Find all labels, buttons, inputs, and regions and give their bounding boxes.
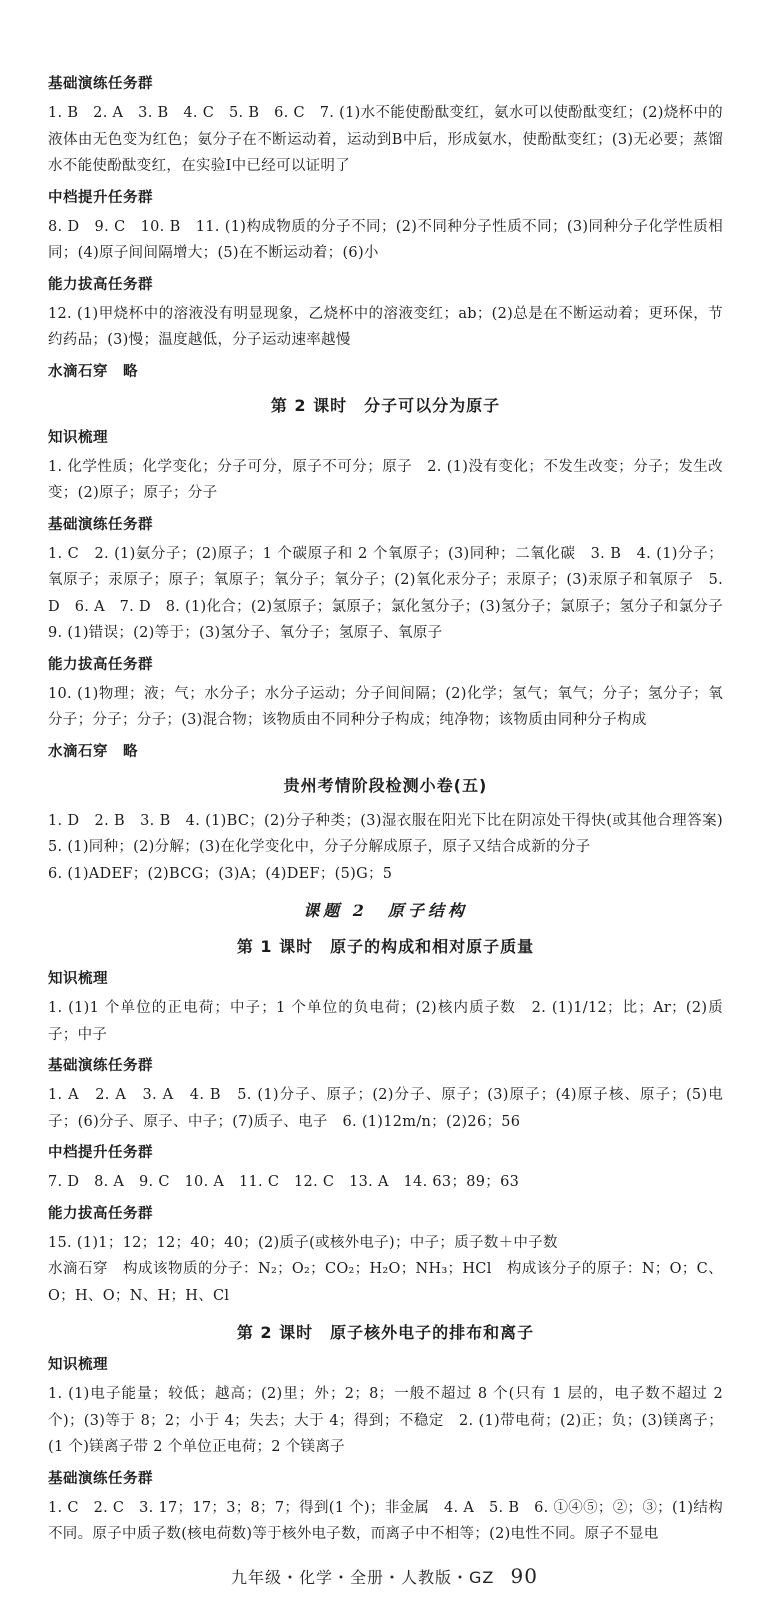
answer-paragraph: 1. C 2. (1)氨分子；(2)原子；1 个碳原子和 2 个氧原子；(3)同种；二氧化碳 3. B 4. (1)分子；氧原子；汞原子；原子；氧原子；氧分子；氧分子；(2)氧化汞分子；汞原子；(3)汞原子和氧原子 5. D 6. A 7. D 8. (1)化合；(2)氢原子；氯原子；氯化氢分子；(3)氢分子；氯原子；氢分子和氯分子 9. (1)错误；(2)等于；(3)氢分子、氧分子；氢原子、氧原子	[48, 545, 738, 641]
answer-paragraph: 7. D 8. A 9. C 10. A 11. C 12. C 13. A 14. 63；89；63	[48, 1174, 520, 1190]
section-heading: 中档提升任务群	[48, 189, 153, 206]
section-heading: 水滴石穿 略	[48, 363, 138, 380]
answer-content	[48, 66, 738, 1548]
answer-paragraph: 10. (1)物理；液；气；水分子；水分子运动；分子间间隔；(2)化学；氢气；氧气；分子；氢分子；氧分子；分子；分子；(3)混合物；该物质由不同种分子构成；纯净物；该物质由同种分子构成	[48, 685, 723, 728]
answer-paragraph: 1. 化学性质；化学变化；分子可分，原子不可分；原子 2. (1)没有变化；不发生改变；分子；发生改变；(2)原子；原子；分子	[48, 458, 723, 501]
topic-title: 课题 2 原子结构	[303, 901, 468, 920]
answer-paragraph: 1. (1)1 个单位的正电荷；中子；1 个单位的负电荷；(2)核内质子数 2. (1)1/12；比；Ar；(2)质子；中子	[48, 1000, 723, 1043]
section-heading: 中档提升任务群	[48, 1145, 153, 1161]
answer-paragraph: 15. (1)1；12；12；40；40；(2)质子(或核外电子)；中子；质子数＋中子数	[48, 1234, 558, 1251]
answer-paragraph: 1. A 2. A 3. A 4. B 5. (1)分子、原子；(2)分子、原子；(3)原子；(4)原子核、原子；(5)电子；(6)分子、原子、中子；(7)质子、电子 6. (1)12m/n；(2)26；56	[48, 1087, 723, 1130]
section-heading: 能力拔高任务群	[48, 1205, 153, 1222]
section-heading: 基础演练任务群	[48, 1470, 153, 1487]
page-number: 90	[510, 1564, 538, 1588]
page-footer	[0, 1564, 769, 1588]
section-heading: 知识梳理	[48, 429, 108, 446]
lesson-title: 第 2 课时 原子核外电子的排布和离子	[236, 1323, 535, 1342]
section-heading: 知识梳理	[48, 971, 108, 987]
answer-paragraph: 1. C 2. C 3. 17；17；3；8；7；得到(1 个)；非金属 4. A 5. B 6. ①④⑤；②；③；(1)结构不同。原子中质子数(核电荷数)等于核外电子数，而离子中不相等；(2)电性不同。原子不显电	[48, 1499, 723, 1542]
answer-paragraph: 1. D 2. B 3. B 4. (1)BC；(2)分子种类；(3)湿衣服在阳光下比在阴凉处干得快(或其他合理答案) 5. (1)同种；(2)分解；(3)在化学变化中，分子分解成原子，原子又结合成新的分子	[48, 812, 738, 855]
section-heading: 基础演练任务群	[48, 76, 153, 92]
answer-paragraph: 1. B 2. A 3. B 4. C 5. B 6. C 7. (1)水不能使酚酞变红，氨水可以使酚酞变红；(2)烧杯中的液体由无色变为红色；氨分子在不断运动着，运动到B中后，形成氨水，使酚酞变红；(3)无必要；蒸馏水不能使酚酞变红，在实验Ⅰ中已经可以证明了	[48, 105, 723, 174]
section-heading: 知识梳理	[48, 1357, 108, 1373]
answer-paragraph: 8. D 9. C 10. B 11. (1)构成物质的分子不同；(2)不同种分子性质不同；(3)同种分子化学性质相同；(4)原子间间隔增大；(5)在不断运动着；(6)小	[48, 218, 723, 261]
answer-paragraph: 水滴石穿 构成该物质的分子：N₂；O₂；CO₂；H₂O；NH₃；HCl 构成该分子的原子：N；O；C、O；H、O；N、H；H、Cl	[48, 1261, 723, 1304]
lesson-title: 第 2 课时 分子可以分为原子	[270, 395, 501, 415]
section-heading: 能力拔高任务群	[48, 656, 153, 673]
answer-paragraph: 6. (1)ADEF；(2)BCG；(3)A；(4)DEF；(5)G；5	[48, 865, 393, 882]
section-heading: 能力拔高任务群	[48, 276, 153, 293]
footer-book-info: 九年级・化学・全册・人教版・GZ	[231, 1568, 495, 1587]
answer-paragraph: 1. (1)电子能量；较低；越高；(2)里；外；2；8；一般不超过 8 个(只有 1 层的，电子数不超过 2 个)；(3)等于 8；2；小于 4；失去；大于 4；得到；不稳定 2. (1)带电荷；(2)正；负；(3)镁离子；(1 个)镁离子带 2 个单位正电荷；2 个镁离子	[48, 1386, 723, 1455]
section-heading: 基础演练任务群	[48, 516, 153, 533]
section-heading: 基础演练任务群	[48, 1058, 153, 1074]
lesson-title: 第 1 课时 原子的构成和相对原子质量	[236, 937, 535, 956]
lesson-title: 贵州考情阶段检测小卷(五)	[283, 775, 488, 795]
answer-paragraph: 12. (1)甲烧杯中的溶液没有明显现象，乙烧杯中的溶液变红；ab；(2)总是在不断运动着；更环保，节约药品；(3)慢；温度越低，分子运动速率越慢	[48, 305, 723, 348]
section-heading: 水滴石穿 略	[48, 743, 138, 760]
